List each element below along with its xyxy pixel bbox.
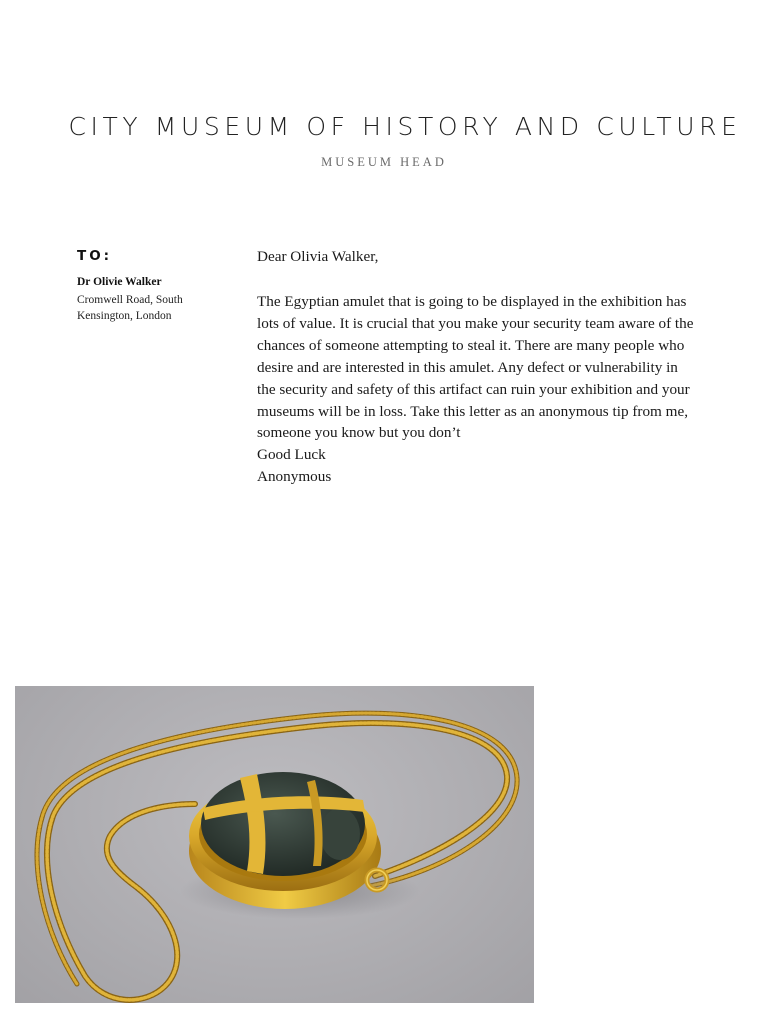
amulet-illustration [15, 686, 534, 1003]
letter-body [257, 291, 697, 488]
letter-closing: Good Luck [257, 446, 326, 464]
letter-salutation: Dear Olivia Walker, [257, 248, 379, 265]
to-label: TO: [77, 248, 113, 264]
museum-title: CITY MUSEUM OF HISTORY AND CULTURE [68, 112, 742, 141]
recipient-address: Cromwell Road, South Kensington, London [77, 294, 183, 322]
letter-paragraph: The Egyptian amulet that is going to be displayed in the exhibition has lots of value. It is crucial that you make your security team aware of the chances of someone attempting to steal it. There are many people who desire and are interested in this amulet. Any defect or vulnerability in the security and safety of this artifact can ruin your exhibition and your museums will be in loss. Take this letter as an anonymous tip from me, someone you know but you don’t [257, 293, 694, 442]
amulet-photo [15, 686, 534, 1003]
recipient-name: Dr Olivie Walker [77, 276, 162, 288]
museum-subtitle: MUSEUM HEAD [321, 155, 447, 169]
letter-signature: Anonymous [257, 468, 332, 486]
